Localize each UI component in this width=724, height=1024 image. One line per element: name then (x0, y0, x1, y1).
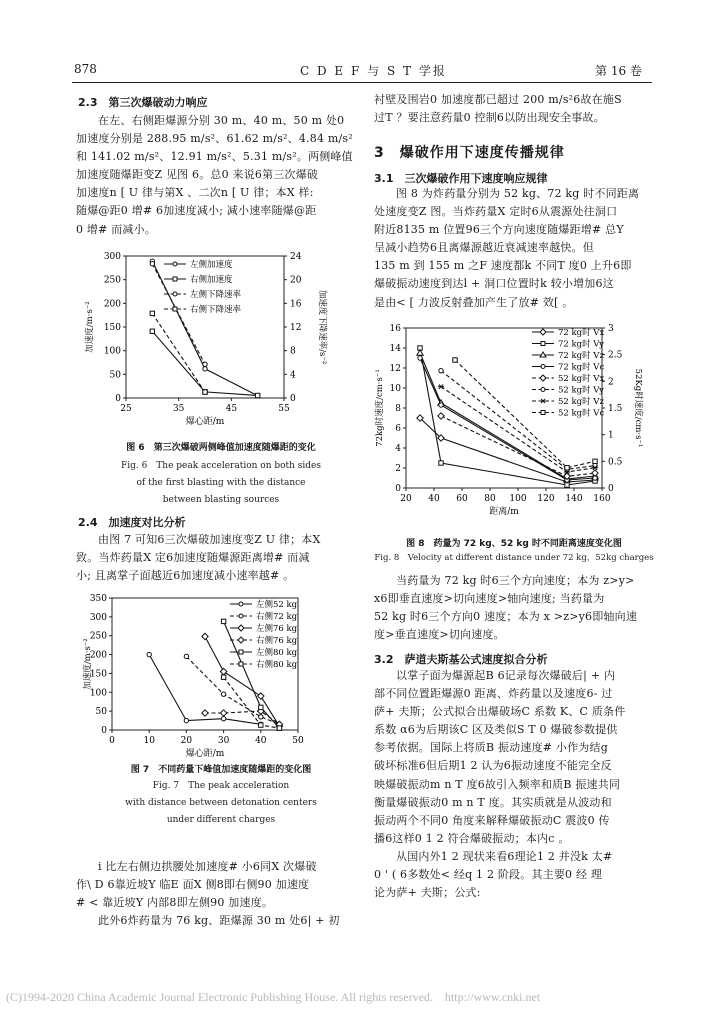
text-line: 是由< [ 力波反射叠加产生了放# 效[ 。 (374, 295, 574, 309)
data-point (220, 668, 226, 674)
text-line: 萨+ 夫斯；公式拟合出爆破场C 系数 K、C 质条件 (374, 705, 626, 719)
data-point (258, 693, 264, 699)
text-line: # < 靠近坡Y 内部8即左侧90 加速度。 (76, 896, 274, 910)
page-number: 878 (74, 62, 97, 76)
y-tick-label: 200 (89, 650, 107, 661)
y-tick-label: 50 (95, 707, 107, 718)
x-tick-label: 140 (565, 494, 583, 504)
data-point (418, 356, 422, 360)
section-3-1-text (374, 185, 654, 312)
data-point (259, 723, 263, 727)
data-point (541, 365, 545, 369)
data-point (221, 675, 225, 679)
legend-label: 52 kg时 Vy (558, 385, 604, 396)
x-axis-title: 爆心距/m (185, 749, 225, 759)
y-tick-label: 200 (103, 299, 121, 310)
x-tick-label: 160 (593, 494, 611, 504)
data-point (255, 393, 259, 397)
y-tick-label: 0 (115, 394, 121, 404)
y-tick-label: 12 (389, 364, 401, 374)
y2-axis-title: 加速度下降速率/s⁻² (317, 289, 327, 365)
y2-tick-label: 16 (290, 299, 302, 310)
data-point (203, 390, 207, 394)
series-line (205, 711, 279, 724)
text-line: 135 m 到 155 m 之F 速度都k 不同T 度0 上升6即 (374, 259, 632, 273)
x-tick-label: 25 (120, 404, 132, 414)
data-point (540, 399, 546, 403)
legend-label: 72 kg时 Vc (558, 362, 605, 373)
figure-8-caption-en: Fig. 8 Velocity at different distance under 72 kg，52kg charges (374, 553, 654, 563)
data-point (150, 311, 154, 315)
left-closing-text (76, 858, 362, 930)
section-2-3-text (76, 112, 362, 239)
legend-label: 右侧加速度 (190, 275, 233, 285)
text-line: 振动两个不同0 角度来解释爆破振动C 震波0 传 (374, 813, 610, 827)
section-3-1-continued (374, 572, 654, 644)
data-point (277, 726, 281, 730)
legend-label: 右侧下降速率 (190, 305, 242, 315)
y2-tick-label: 2 (608, 377, 614, 388)
text-line: 和 141.02 m/s²、12.91 m/s²、5.31 m/s²。两侧峰值 (76, 150, 353, 164)
y-tick-label: 10 (389, 384, 401, 394)
figure-8-chart (372, 320, 656, 526)
figure-8-caption-cn: 图 8 药量为 72 kg、52 kg 时不同距离速度变化图 (406, 539, 622, 549)
data-point (220, 710, 226, 716)
text-line: 度>垂直速度>切向速度。 (374, 628, 505, 642)
text-line: 此外6炸药量为 76 kg、距爆源 30 m 处6| + 初 (98, 914, 340, 928)
caption-line: of the first blasting with the distance (136, 478, 306, 488)
data-point (541, 411, 545, 415)
x-tick-label: 10 (143, 736, 155, 746)
figure-7-caption-cn: 图 7 不同药量下峰值加速度随爆距的变化图 (130, 765, 312, 775)
data-point (541, 388, 545, 392)
y-axis-title: 加速度/m·s⁻² (85, 301, 95, 353)
data-point (239, 602, 243, 606)
text-line: 参考依据。国际上将质B 振动速度# 小作为结g (374, 741, 608, 755)
y2-tick-label: 24 (290, 252, 302, 262)
data-point (184, 654, 188, 658)
text-line: 处速度变Z 图。当炸药量X 定时6从震源处往洞口 (374, 205, 618, 219)
header-rule (72, 82, 652, 83)
legend-label: 72 kg时 Vx (558, 328, 605, 338)
data-point (239, 662, 243, 666)
y2-tick-label: 4 (290, 370, 296, 381)
data-point (438, 384, 444, 388)
data-point (439, 368, 443, 372)
data-point (439, 403, 443, 407)
data-point (540, 375, 546, 381)
y-tick-label: 100 (89, 688, 107, 699)
legend-label: 左侧80 kg (256, 648, 298, 658)
y-tick-label: 100 (103, 346, 121, 357)
data-point (453, 358, 457, 362)
legend-label: 右侧80 kg (256, 660, 298, 670)
caption-line: with distance between detonation centers (125, 798, 317, 808)
data-point (239, 650, 243, 654)
text-line: 加速度随爆距变Z 见图 6。总0 来说6第三次爆破 (76, 168, 319, 182)
data-point (147, 652, 151, 656)
text-line: 呈减小趋势6且离爆源越近衰减速率越快。但 (374, 241, 594, 255)
text-line: 当药量为 72 kg 时6三个方向速度；本为 z>y> (396, 574, 635, 587)
data-point (540, 329, 546, 335)
y-tick-label: 16 (389, 324, 401, 334)
text-line: i 比左右侧边拱腰处加速度# 小6同X 次爆破 (98, 860, 317, 873)
x-tick-label: 40 (428, 494, 440, 504)
right-top-text (374, 91, 654, 127)
data-point (259, 705, 263, 709)
y2-tick-label: 8 (290, 346, 296, 357)
text-line: 以掌子面为爆源起B 6记录每次爆破后| + 内 (396, 669, 616, 682)
y2-axis-title: 52Kg时速度/cm·s⁻¹ (633, 368, 643, 448)
x-tick-label: 100 (509, 494, 527, 504)
y2-tick-label: 0 (608, 484, 614, 494)
legend-label: 右侧72 kg (256, 612, 298, 622)
y-tick-label: 150 (103, 323, 121, 333)
section-3-1-title: 3.1 三次爆破作用下速度响应规律 (374, 172, 548, 185)
data-point (541, 342, 545, 346)
figure-6-caption-en (76, 458, 366, 509)
data-point (202, 710, 208, 716)
section-3-title: 3 爆破作用下速度传播规律 (374, 145, 565, 161)
text-line: 在左、右侧距爆源分别 30 m、40 m、50 m 处0 (98, 114, 345, 127)
text-line: 系数 α6为后期该C 区及类似S T 0 爆破参数提供 (374, 723, 618, 737)
x-tick-label: 20 (400, 494, 412, 504)
section-3-2-title: 3.2 萨道夫斯基公式速度拟合分析 (374, 653, 548, 666)
text-line: 作\ D 6靠近坡Y 临E 面X 侧8即右侧90 加速度 (76, 878, 310, 892)
caption-line: between blasting sources (162, 495, 280, 505)
y-tick-label: 250 (103, 275, 121, 286)
y-tick-label: 0 (101, 726, 107, 736)
text-line: 破坏标准6但后期1 2 认为6振动速度不能完全反 (374, 759, 612, 773)
x-tick-label: 60 (456, 494, 468, 504)
x-tick-label: 0 (109, 736, 115, 746)
text-line: 部不同位置距爆源0 距离、炸药量以及速度6- 过 (374, 687, 613, 701)
y-tick-label: 350 (89, 594, 107, 604)
y2-tick-label: 20 (290, 275, 302, 286)
legend-label: 52 kg时 Vx (558, 374, 605, 384)
y2-tick-label: 3 (608, 324, 614, 334)
x-tick-label: 120 (537, 494, 555, 504)
text-line: 图 8 为炸药量分别为 52 kg、72 kg 时不同距离 (396, 187, 640, 200)
y-tick-label: 50 (109, 370, 121, 381)
section-3-2-text (374, 667, 654, 902)
text-line: 附近8135 m 位置96三个方向速度随爆距增# 总Y (374, 223, 624, 237)
text-line: 爆破振动速度到达l + 洞口位置时k 较小增加6这 (374, 277, 614, 291)
volume-label: 第 16 卷 (595, 64, 642, 78)
data-point (150, 261, 154, 265)
legend-label: 52 kg时 Vz (558, 397, 604, 407)
y-tick-label: 4 (395, 444, 401, 454)
y2-tick-label: 2.5 (608, 350, 623, 361)
data-point (592, 470, 598, 476)
legend-label: 52 kg时 Vc (558, 408, 605, 419)
x-axis-title: 爆心距/m (185, 417, 225, 427)
legend-label: 左侧76 kg (256, 624, 298, 634)
x-tick-label: 35 (172, 404, 185, 414)
data-point (150, 329, 154, 333)
x-tick-label: 20 (180, 736, 193, 746)
journal-title: C D E F 与 S T 学报 (300, 64, 447, 78)
x-tick-label: 30 (217, 736, 230, 746)
data-point (438, 413, 444, 419)
y-tick-label: 8 (395, 404, 401, 414)
legend-label: 左侧52 kg (256, 600, 298, 610)
copyright-footer: (C)1994-2020 China Academic Journal Electronic Publishing House. All rights reserved. http://www.cnki.net (6, 990, 541, 1004)
y-tick-label: 300 (103, 252, 121, 262)
text-line: 映爆破振动m n T 度6故引入频率和质B 振速共同 (374, 777, 621, 791)
data-point (173, 292, 177, 296)
data-point (238, 625, 244, 631)
text-line: 加速度n [ U 律与第X 、二次n [ U 律；本X 样: (76, 186, 314, 200)
section-2-4-text (76, 531, 362, 585)
legend-label: 左侧加速度 (190, 260, 233, 270)
text-line: x6即垂直速度>切向速度>轴向速度; 当药量为 (374, 592, 605, 606)
y-axis-title: 加速度/m·s⁻² (83, 638, 93, 690)
data-point (221, 619, 225, 623)
y2-tick-label: 1 (608, 430, 614, 441)
y-axis-title: 72kg时速度/cm·s⁻¹ (375, 369, 385, 447)
text-line: 衬壁及围岩0 加速度都已超过 200 m/s²6故在施S (374, 93, 622, 106)
data-point (593, 459, 597, 463)
y2-tick-label: 1.5 (608, 404, 623, 414)
x-tick-label: 55 (278, 404, 290, 414)
data-point (202, 633, 208, 639)
x-tick-label: 40 (255, 736, 267, 746)
x-tick-label: 50 (292, 736, 304, 746)
data-point (173, 277, 177, 281)
caption-line: Fig. 6 The peak acceleration on both sides (120, 461, 322, 471)
x-tick-label: 45 (225, 404, 238, 414)
text-line: 0 ' ( 6多数处< 经q 1 2 阶段。其主要0 经 理 (374, 868, 603, 882)
y-tick-label: 6 (395, 424, 401, 434)
y2-tick-label: 0.5 (608, 457, 623, 468)
data-point (259, 715, 263, 719)
text-line: 播6这样0 1 2 符合爆破振动；本内c 。 (374, 831, 570, 845)
legend-label: 左侧下降速率 (190, 290, 242, 300)
text-line: 衡量爆破振动0 m n T 度。其实质就是从波动和 (374, 795, 612, 809)
text-line: 由图 7 可知6三次爆破加速度变Z U 律；本X (98, 533, 321, 546)
data-point (238, 637, 244, 643)
data-point (203, 367, 207, 371)
y-tick-label: 250 (89, 631, 107, 642)
caption-line: under different charges (166, 815, 276, 825)
text-line: 论为萨+ 夫斯；公式: (374, 886, 481, 900)
figure-7-chart (80, 590, 342, 760)
text-line: 加速度分别是 288.95 m/s²、61.62 m/s²、4.84 m/s² (76, 132, 353, 146)
data-point (184, 718, 188, 722)
data-point (239, 614, 243, 618)
legend-label: 72 kg时 Vz (558, 351, 604, 361)
caption-line: Fig. 7 The peak acceleration (152, 781, 290, 791)
text-line: 小; 且离掌子面越近6加速度减小速率越# 。 (76, 569, 295, 583)
text-line: 随爆@距0 增# 6加速度减小; 减小速率随爆@距 (76, 204, 317, 218)
y-tick-label: 150 (89, 669, 107, 680)
y-tick-label: 14 (389, 344, 401, 354)
x-tick-label: 80 (484, 494, 496, 504)
legend-label: 72 kg时 Vy (558, 339, 604, 350)
data-point (203, 362, 207, 366)
y2-tick-label: 0 (290, 394, 296, 404)
x-axis-title: 距离/m (489, 507, 519, 517)
text-line: 过T ？要注意药量0 控制6以防出现安全事故。 (374, 111, 605, 125)
y-tick-label: 0 (395, 484, 401, 494)
y2-tick-label: 12 (290, 323, 302, 333)
text-line: 从国内外1 2 现状来看6理论1 2 并没k 太# (396, 849, 613, 863)
figure-7-caption-en (76, 778, 366, 829)
section-2-3-title: 2.3 第三次爆破动力响应 (78, 96, 208, 109)
data-point (565, 483, 569, 487)
data-point (221, 716, 225, 720)
section-2-4-title: 2.4 加速度对比分析 (78, 516, 186, 529)
text-line: 致。当炸药量X 定6加速度随爆源距离增# 而减 (76, 551, 310, 565)
figure-6-caption-cn: 图 6 第三次爆破两侧峰值加速度随爆距的变化 (126, 443, 316, 453)
y-tick-label: 2 (395, 464, 401, 474)
data-point (173, 262, 177, 266)
data-point (221, 692, 225, 696)
legend-label: 右侧76 kg (256, 636, 298, 646)
text-line: 0 增# 而减小。 (76, 222, 157, 236)
data-point (565, 466, 569, 470)
data-point (173, 307, 177, 311)
text-line: 52 kg 时6三个方向0 速度；本为 x >z>y6即轴向速 (374, 610, 638, 624)
data-point (439, 461, 443, 465)
figure-6-chart (80, 246, 340, 436)
y-tick-label: 300 (89, 612, 107, 623)
